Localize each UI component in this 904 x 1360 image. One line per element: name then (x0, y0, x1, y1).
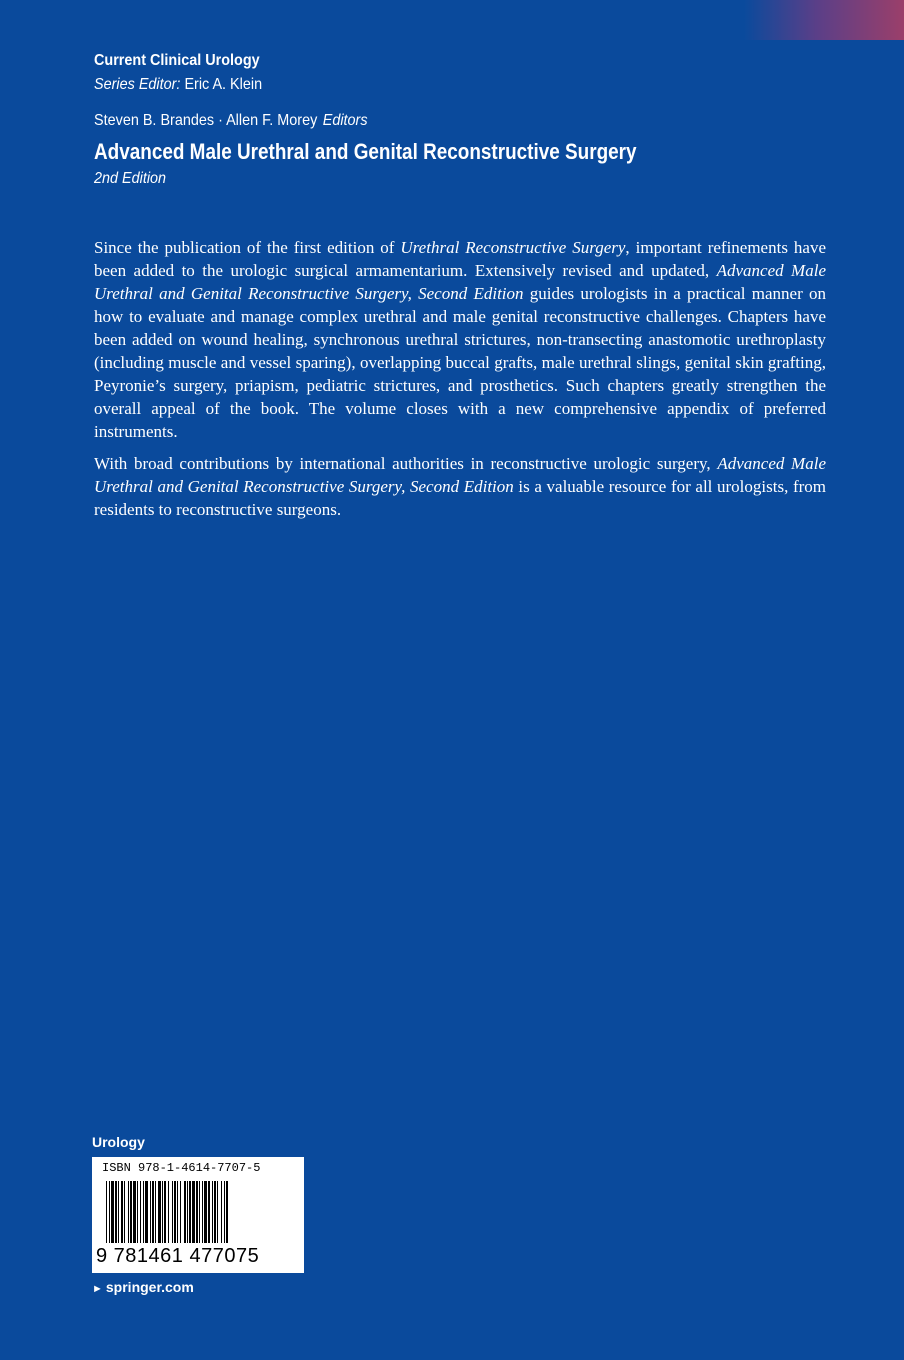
barcode-bar (137, 1181, 138, 1243)
barcode-bar (115, 1181, 117, 1243)
editors-role: Editors (322, 112, 368, 129)
barcode-bar (214, 1181, 216, 1243)
publisher-url: springer.com (105, 1279, 194, 1295)
barcode-icon (92, 1181, 304, 1247)
barcode-bar (133, 1181, 136, 1243)
barcode-box (92, 1157, 304, 1273)
series-title: Current Clinical Urology (94, 52, 260, 69)
description-paragraph-1: Since the publication of the first edition of Urethral Reconstructive Surgery, important refinements have been added to the urologic surgical armamentarium. Extensively revised and updated, Advanced Male Urethral and Genital Reconstructive Surgery, Second Edition guides urologists in a practical manner on how to evaluate and manage complex urethral and male genital reconstructive challenges. Chapters have been added on wound healing, synchronous urethral strictures, non-transecting anastomotic urethroplasty (including muscle and vessel sparing), overlapping buccal grafts, male urethral slings, genital skin grafting, Peyronie’s surgery, priapism, pediatric strictures, and prosthetics. Such chapters greatly strengthen the overall appeal of the book. The volume closes with a new comprehensive appendix of preferred instruments. (94, 238, 826, 441)
edition: 2nd Edition (94, 170, 167, 187)
barcode-bar (187, 1181, 188, 1243)
barcode-bar (143, 1181, 144, 1243)
barcode-bar (128, 1181, 129, 1243)
barcode-bar (208, 1181, 210, 1243)
series-editor-label: Series Editor: (94, 76, 181, 93)
arrow-right-icon: ► (92, 1283, 103, 1295)
editors-line (94, 110, 778, 132)
barcode-bar (109, 1181, 110, 1243)
corner-accent (744, 0, 904, 40)
barcode-bar (152, 1181, 154, 1243)
book-title: Advanced Male Urethral and Genital Reconstructive Surgery (94, 139, 637, 164)
barcode-bar (145, 1181, 148, 1243)
barcode-bar (164, 1181, 166, 1243)
barcode-bar (212, 1181, 213, 1243)
book-title-inline: Advanced Male Urethral and Genital Reconstructive Surgery, Second Edition (94, 261, 826, 303)
barcode-bar (189, 1181, 191, 1243)
barcode-bar (177, 1181, 178, 1243)
description (94, 236, 826, 530)
barcode-bar (199, 1181, 200, 1243)
publisher-link[interactable] (92, 1278, 194, 1298)
description-paragraph-2: With broad contributions by international authorities in reconstructive urologic surgery, Advanced Male Urethral and Genital Reconstructive Surgery, Second Edition is a valuable resource for all urologists, from residents to reconstructive surgeons. (94, 454, 826, 519)
editors-names: Steven B. Brandes · Allen F. Morey (94, 112, 318, 129)
barcode-bar (150, 1181, 151, 1243)
barcode-bar (140, 1181, 141, 1243)
barcode-bar (180, 1181, 181, 1243)
barcode-bar (224, 1181, 225, 1243)
barcode-bar (124, 1181, 125, 1243)
barcode-bar (168, 1181, 169, 1243)
barcode-bar (106, 1181, 107, 1243)
barcode-bar (192, 1181, 195, 1243)
barcode-bar (130, 1181, 132, 1243)
barcode-bar (162, 1181, 163, 1243)
book-title-inline-2: Advanced Male Urethral and Genital Reconstructive Surgery, Second Edition (94, 454, 826, 496)
barcode-bar (184, 1181, 186, 1243)
barcode-bar (172, 1181, 173, 1243)
series-editor-name: Eric A. Klein (184, 76, 263, 93)
series-editor (94, 72, 778, 98)
barcode-bar (121, 1181, 123, 1243)
first-edition-title: Urethral Reconstructive Surgery (400, 238, 626, 257)
barcode-bar (196, 1181, 198, 1243)
barcode-bar (155, 1181, 156, 1243)
barcode-bar (204, 1181, 207, 1243)
barcode-bar (226, 1181, 228, 1243)
barcode-bar (202, 1181, 203, 1243)
barcode-bar (118, 1181, 119, 1243)
barcode-bar (111, 1181, 114, 1243)
barcode-bar (221, 1181, 222, 1243)
header (94, 50, 854, 192)
category-label: Urology (92, 1134, 145, 1150)
barcode-digits: 9 781461 477075 (96, 1245, 260, 1267)
barcode-bar (217, 1181, 218, 1243)
barcode-bar (174, 1181, 176, 1243)
isbn-label: ISBN 978-1-4614-7707-5 (102, 1161, 261, 1175)
barcode-bar (158, 1181, 161, 1243)
